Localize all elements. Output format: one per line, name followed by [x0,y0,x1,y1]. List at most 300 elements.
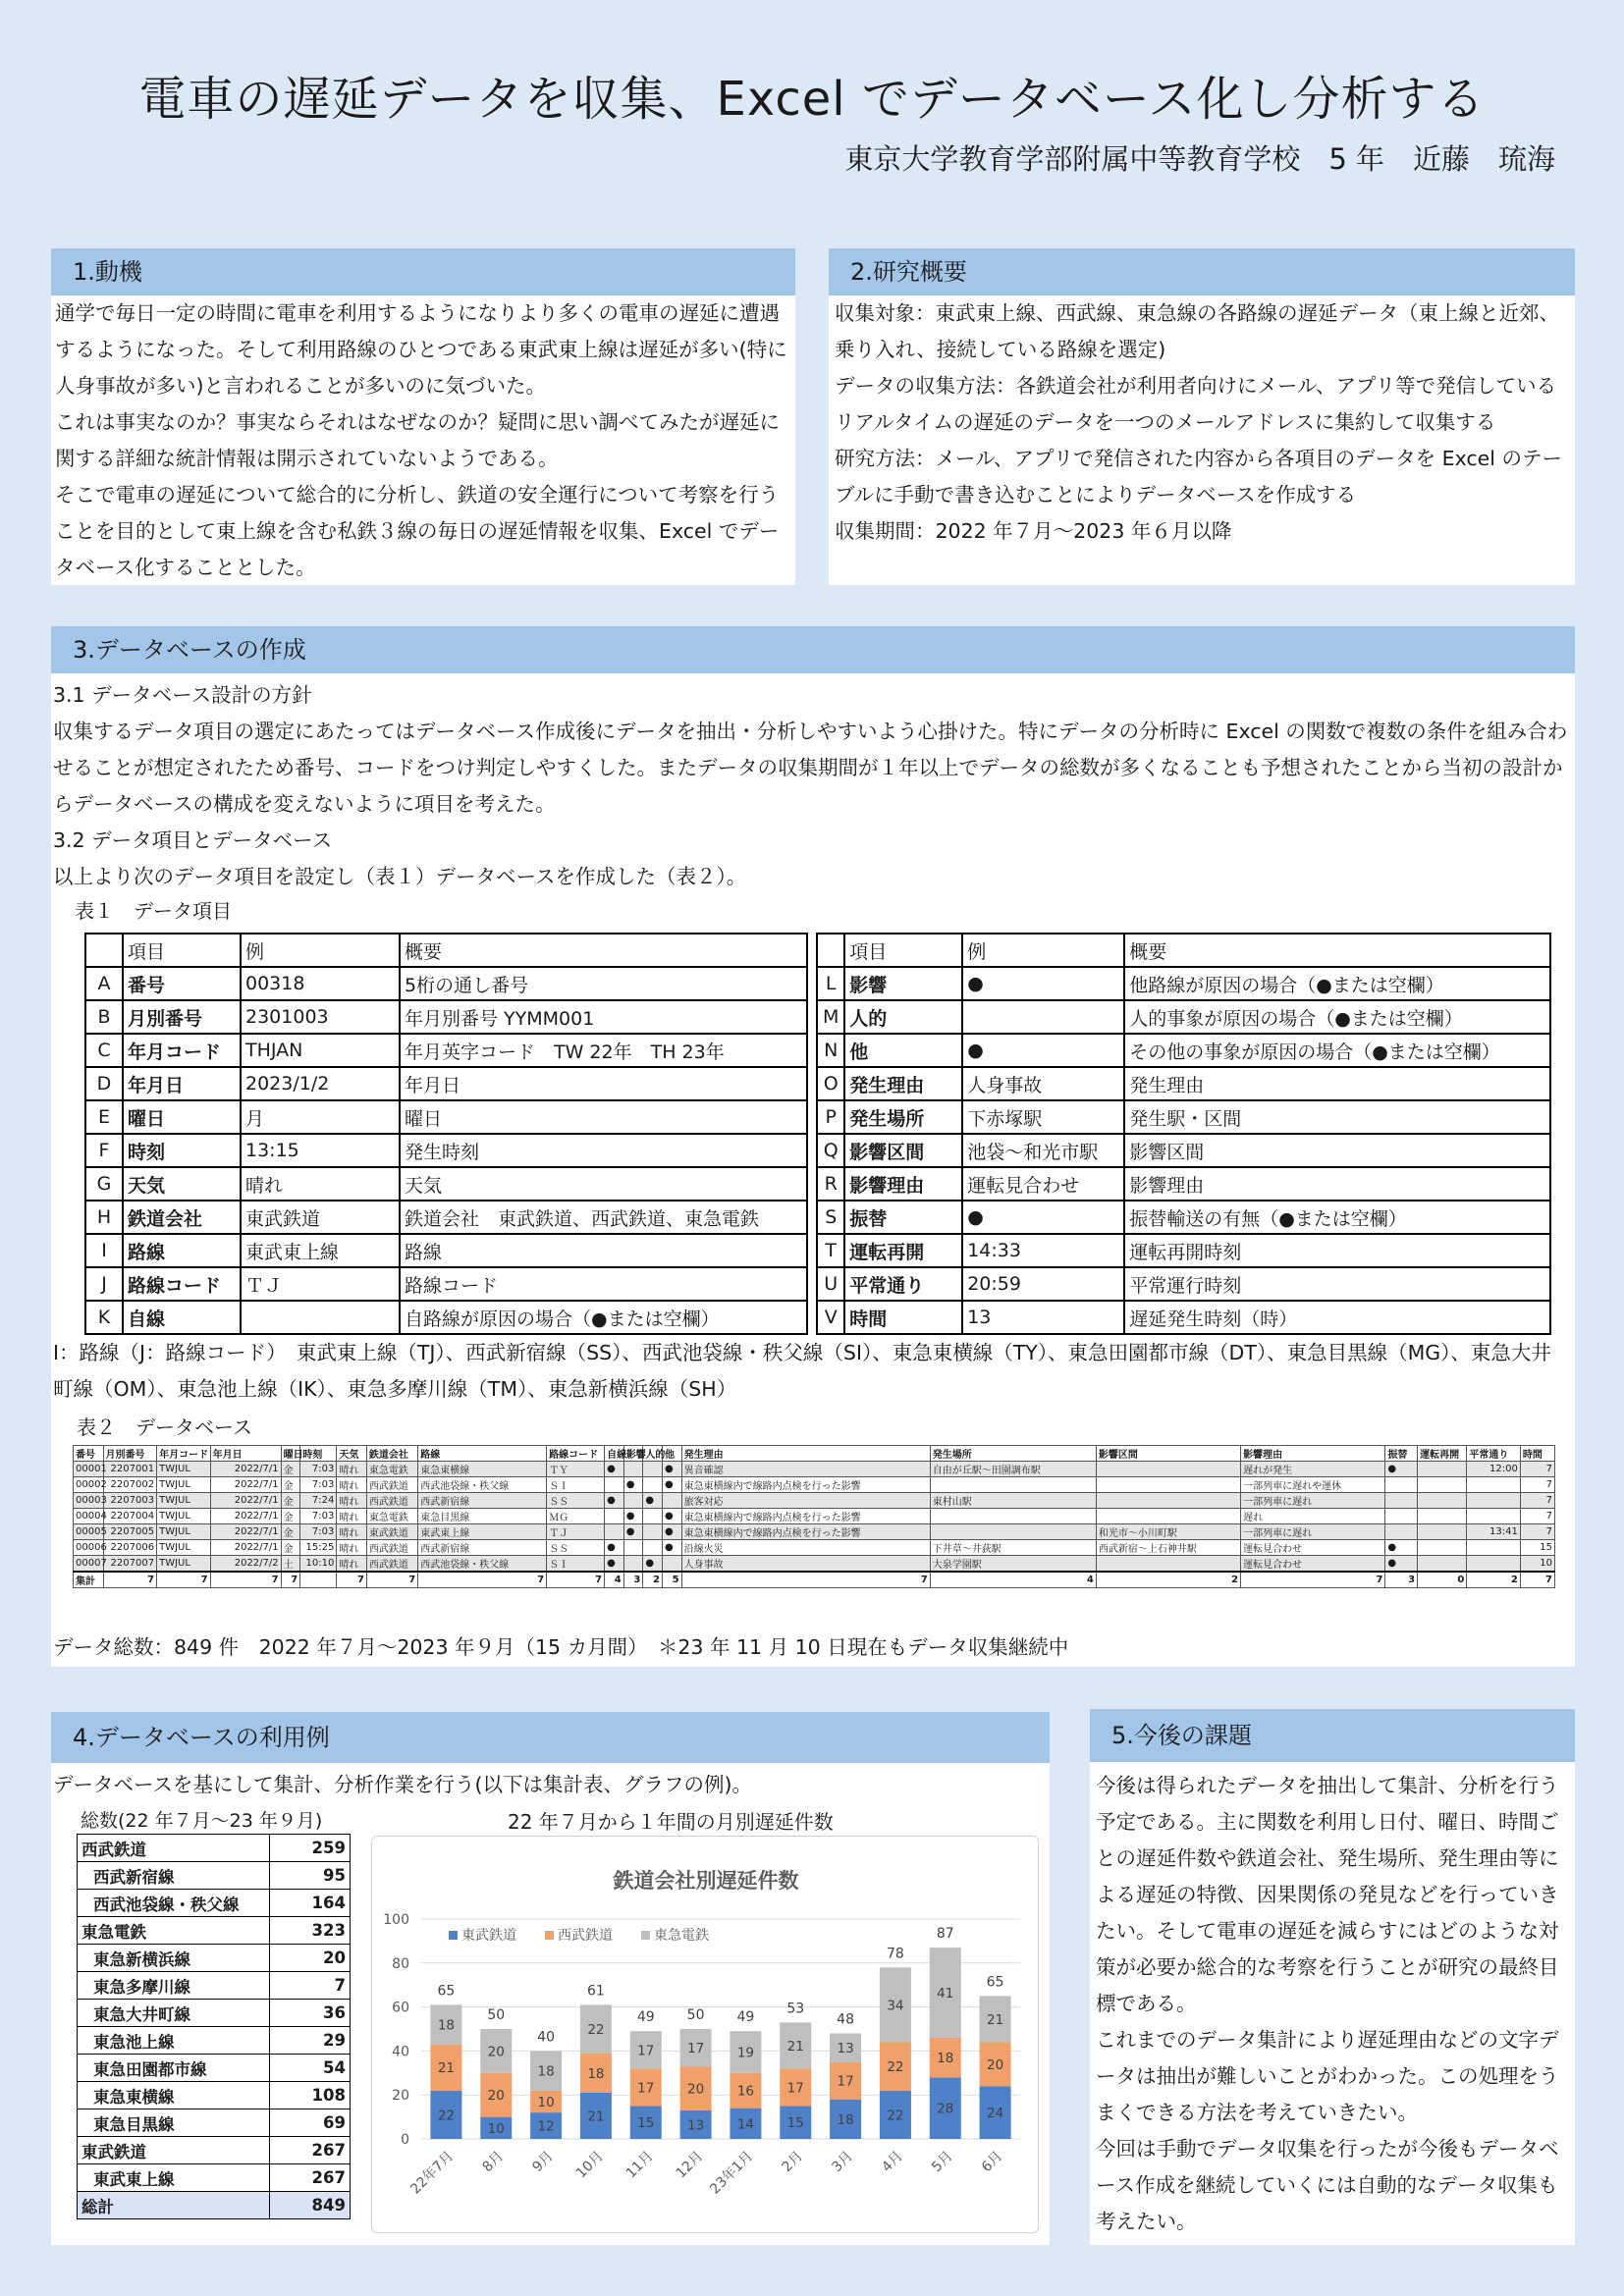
y-tick-label: 40 [392,2044,409,2060]
table-cell: Q [817,1134,844,1167]
paragraph: データの収集方法：各鉄道会社が利用者向けにメール、アプリ等で発信しているリアルタイムの遅延のデータを一つのメールアドレスに集約して収集する [835,374,1557,434]
header-cell: 振替 [1385,1446,1418,1462]
table-cell: 2022/7/1 [210,1462,281,1477]
table-cell: 西武鉄道 [366,1493,417,1509]
table-cell: 影響区間 [1124,1134,1550,1167]
table-cell: 曜日 [400,1100,807,1134]
totals-name: 総計 [78,2192,270,2219]
paragraph: これは事実なのか？事実ならそれはなぜなのか？疑問に思い調べてみたが遅延に関する詳細な統計情報は開示されていないようである。 [55,410,780,470]
table-cell: ● [605,1556,624,1573]
table-cell: N [817,1034,844,1067]
table-cell: 運転見合わせ [1241,1556,1385,1573]
table-cell: R [817,1167,844,1201]
paragraph: 研究方法：メール、アプリで発信された内容から各項目のデータを Excel のテーブルに手動で書き込むことによりデータベースを作成する [835,447,1562,507]
table-cell: 金 [281,1540,300,1556]
gap-cell [807,1000,817,1034]
data-label: 14 [736,2116,755,2133]
gap-cell [807,934,817,967]
table-cell: 西武池袋線・秩父線 [418,1556,547,1573]
table-cell: 東急目黒線 [418,1509,547,1524]
totals-name: 西武鉄道 [78,1835,270,1862]
table-cell: 天気 [123,1167,241,1201]
table-cell: 2207003 [103,1493,157,1509]
data-label: 22 [437,2108,456,2124]
paragraph: そこで電車の遅延について総合的に分析し、鉄道の安全運行について考察を行うことを目的として東上線を含む私鉄３線の毎日の遅延情報を収集、Excel でデータベース化することとした。 [55,483,780,579]
header-cell: 時刻 [300,1446,337,1462]
table-cell: 時間 [844,1301,962,1334]
table-cell: 運転再開時刻 [1124,1234,1550,1267]
header-cell: 路線 [418,1446,547,1462]
table-cell: 00006 [74,1540,104,1556]
table-cell: 東武鉄道 [366,1524,417,1540]
table-cell: TWJUL [157,1556,211,1573]
table-cell: 00002 [74,1477,104,1493]
table-cell: 旅客対応 [681,1493,930,1509]
table-cell: 西武新宿線 [418,1540,547,1556]
table-cell [1467,1556,1521,1573]
table-cell: 2022/7/2 [210,1556,281,1573]
table-cell: 晴れ [337,1524,367,1540]
table-cell: 西武新宿～上石神井駅 [1096,1540,1240,1556]
totals-name: 東急大井町線 [78,2000,270,2027]
table-cell: 路線コード [123,1267,241,1301]
table-cell: 東急東横線内で線路内点検を行った影響 [681,1524,930,1540]
section-heading: 4.データベースの利用例 [51,1712,1050,1763]
header-cell: 平常通り [1467,1446,1521,1462]
table-cell: 月 [241,1100,400,1134]
total-label: 65 [437,1983,456,2000]
header-cell: 概要 [1124,934,1550,967]
table-cell: ● [623,1477,643,1493]
table-cell: 2022/7/1 [210,1509,281,1524]
total-cell: 7 [1520,1572,1554,1588]
table-cell [1418,1462,1467,1477]
table-cell: 2022/7/1 [210,1540,281,1556]
table-cell: 晴れ [337,1556,367,1573]
table-cell: 影響理由 [1124,1167,1550,1201]
table-cell: M [817,1000,844,1034]
table-cell: 2022/7/1 [210,1524,281,1540]
table-cell: 大泉学園駅 [930,1556,1096,1573]
table-cell: ● [662,1462,681,1477]
table-cell [643,1540,663,1556]
header-cell: 時間 [1520,1446,1554,1462]
data-label: 13 [837,2041,854,2057]
table-cell [930,1509,1096,1524]
table-cell: D [85,1067,123,1100]
table-cell [605,1477,624,1493]
subheading: 3.2 データ項目とデータベース [53,828,333,852]
table-cell: I [85,1234,123,1267]
table-cell [662,1493,681,1509]
table-cell: 異音確認 [681,1462,930,1477]
data-label: 21 [587,2109,605,2125]
table-cell [1096,1556,1240,1573]
table-cell: 路線 [123,1234,241,1267]
table-cell: 東急東横線内で線路内点検を行った影響 [681,1509,930,1524]
x-tick-label: 3月 [829,2148,856,2176]
table-cell: ● [1385,1462,1418,1477]
motivation-panel [51,248,795,585]
x-tick-label: 2月 [779,2148,807,2176]
table1-row [85,1234,1550,1267]
table-cell [1385,1509,1418,1524]
table2-row [74,1540,1555,1556]
totals-value: 164 [270,1890,351,1917]
table-cell: ＳＳ [547,1540,605,1556]
table-cell: 土 [281,1556,300,1573]
totals-name: 東武東上線 [78,2164,270,2192]
future-panel [1090,1709,1575,2245]
total-cell: 7 [157,1572,211,1588]
total-cell: 0 [1418,1572,1467,1588]
table-cell: 13:41 [1467,1524,1521,1540]
table2-row [74,1477,1555,1493]
total-label: 48 [837,2011,854,2028]
header-cell: 概要 [400,934,807,967]
total-label: 49 [636,2009,655,2026]
totals-name: 東急新横浜線 [78,1945,270,1972]
section-heading: 5.今後の課題 [1090,1709,1575,1762]
paragraph: 通学で毎日一定の時間に電車を利用するようになりより多くの電車の遅延に遭遇するようになった。そして利用路線のひとつである東武東上線は遅延が多い(特に人身事故が多い)と言われることが多いのに気づいた。 [55,301,787,398]
table-cell: 影響理由 [844,1167,962,1201]
usage-intro: データベースを基にして集計、分析作業を行う(以下は集計表、グラフの例)。 [53,1773,752,1796]
table-cell: TWJUL [157,1509,211,1524]
table-cell: 年月日 [400,1067,807,1100]
chart-caption: 22 年７月から１年間の月別遅延件数 [508,1810,834,1834]
table-cell: 年月日 [123,1067,241,1100]
paragraph: これまでのデータ集計により遅延理由などの文字データは抽出が難しいことがわかった。この処理をうまくできる方法を考えていきたい。 [1096,2028,1559,2124]
table-cell: U [817,1267,844,1301]
table-cell: F [85,1134,123,1167]
header-cell: 項目 [844,934,962,967]
table-cell: 遅延発生時刻（時） [1124,1301,1550,1334]
x-tick-label: 10月 [572,2148,607,2182]
table-cell: ● [623,1509,643,1524]
data-label: 20 [487,2044,505,2060]
legend-label: 東急電鉄 [654,1928,709,1944]
table-cell: 天気 [400,1167,807,1201]
table-cell: 東急電鉄 [366,1509,417,1524]
table-cell: 5桁の通し番号 [400,967,807,1000]
table-cell [623,1462,643,1477]
table-cell: 2023/1/2 [241,1067,400,1100]
table-cell [1418,1524,1467,1540]
section-heading: 3.データベースの作成 [51,626,1575,673]
table-cell: C [85,1034,123,1067]
table-cell [1385,1524,1418,1540]
header-cell: 影響 [623,1446,643,1462]
table-cell [643,1462,663,1477]
table-cell [1096,1477,1240,1493]
gap-cell [807,1267,817,1301]
section-heading: 1.動機 [51,248,795,295]
totals-value: 95 [270,1862,351,1890]
table-cell: 2207006 [103,1540,157,1556]
legend-swatch [545,1931,554,1940]
table-cell: ● [605,1462,624,1477]
header-cell [817,934,844,967]
table-cell: ● [662,1509,681,1524]
subheading: 3.1 データベース設計の方針 [53,683,312,707]
table-cell [1467,1540,1521,1556]
totals-row [78,1972,351,2000]
table-cell: 他 [844,1034,962,1067]
totals-value: 69 [270,2109,351,2137]
totals-table [77,1834,351,2219]
table-cell [643,1524,663,1540]
table-cell: 00004 [74,1509,104,1524]
table1-row [85,1167,1550,1201]
table-cell [962,1000,1124,1034]
table-cell [1096,1509,1240,1524]
table-cell [1385,1477,1418,1493]
database-panel [51,626,1575,1667]
table-cell: 発生理由 [1124,1067,1550,1100]
table-cell: 一部列車に遅れ [1241,1493,1385,1509]
table-cell: 晴れ [337,1509,367,1524]
table-cell: 人身事故 [962,1067,1124,1100]
table-cell: 東武鉄道 [241,1201,400,1234]
total-cell: 7 [366,1572,417,1588]
table-cell: 東急電鉄 [366,1462,417,1477]
gap-cell [807,1134,817,1167]
table-cell: ＭＧ [547,1509,605,1524]
totals-caption: 総数(22 年７月～23 年９月) [81,1810,323,1832]
paragraph: 収集するデータ項目の選定にあたってはデータベース作成後にデータを抽出・分析しやすいよう心掛けた。特にデータの分析時に Excel の関数で複数の条件を組み合わせることが想定されたため番号、コードをつけ判定しやすくした。またデータの収集期間が１年以上でデータの総数が多くなることも予想されたことから当初の設計からデータベースの構成を変えないように項目を考えた。 [53,720,1568,816]
header-cell: 月別番号 [103,1446,157,1462]
total-label: 49 [736,2009,755,2026]
table-cell: 遅れが発生 [1241,1462,1385,1477]
table-cell: S [817,1201,844,1234]
totals-name: 東急池上線 [78,2027,270,2055]
table-cell: 2022/7/1 [210,1477,281,1493]
data-total-note: データ総数：849 件 2022 年７月～2023 年９月（15 カ月間） ＊23 年 11 月 10 日現在もデータ収集継続中 [53,1635,1069,1659]
x-tick-label: 23年1月 [707,2148,757,2198]
x-tick-label: 9月 [529,2148,557,2176]
header-cell: 自線 [605,1446,624,1462]
table-cell: A [85,967,123,1000]
table2-caption: 表２ データベース [77,1415,252,1439]
table-cell: 7:24 [300,1493,337,1509]
table-cell: 年月英字コード TW 22年 TH 23年 [400,1034,807,1067]
table-cell: 7 [1520,1493,1554,1509]
table-cell: 15:25 [300,1540,337,1556]
table-cell [605,1524,624,1540]
gap-cell [807,1034,817,1067]
table-cell: ＴＪ [241,1267,400,1301]
total-cell: 7 [210,1572,281,1588]
totals-row [78,1945,351,1972]
table1-row [85,1134,1550,1167]
table-cell: TWJUL [157,1493,211,1509]
header-cell: 影響区間 [1096,1446,1240,1462]
table-cell: ● [662,1477,681,1493]
x-tick-label: 22年7月 [407,2148,458,2198]
gap-cell [807,1067,817,1100]
table-cell: 00007 [74,1556,104,1573]
table-cell: 2207001 [103,1462,157,1477]
legend-swatch [641,1931,650,1940]
table-cell: 東村山駅 [930,1493,1096,1509]
data-label: 17 [837,2073,854,2090]
table2-row [74,1462,1555,1477]
totals-name: 西武池袋線・秩父線 [78,1890,270,1917]
totals-row [78,2000,351,2027]
table-cell: 自線 [123,1301,241,1334]
legend-swatch [449,1931,458,1940]
total-cell: 7 [681,1572,930,1588]
table2-row [74,1524,1555,1540]
gap-cell [807,1100,817,1134]
table-cell: ● [1385,1540,1418,1556]
table-cell: 年月コード [123,1034,241,1067]
total-cell: 集計 [74,1572,104,1588]
gap-cell [807,1167,817,1201]
table-cell: V [817,1301,844,1334]
future-text [1096,1768,1569,2240]
total-cell: 2 [643,1572,663,1588]
data-label: 20 [487,2088,505,2105]
table1-row [85,967,1550,1000]
legend-label: 西武鉄道 [558,1928,613,1944]
table-cell: 2207007 [103,1556,157,1573]
data-label: 15 [786,2115,804,2132]
data-label: 17 [637,2080,655,2097]
totals-value: 267 [270,2137,351,2164]
table-cell: T [817,1234,844,1267]
table-cell: 発生場所 [844,1100,962,1134]
overview-text [835,295,1566,550]
table-cell: 西武新宿線 [418,1493,547,1509]
table-cell [930,1477,1096,1493]
table-cell: 影響 [844,967,962,1000]
table-cell: 2301003 [241,1000,400,1034]
data-label: 18 [937,2051,954,2067]
table2-row [74,1556,1555,1573]
table-cell: 発生時刻 [400,1134,807,1167]
chart-container [371,1836,1039,2233]
table-cell: 人的 [844,1000,962,1034]
table-cell: 東急東横線内で線路内点検を行った影響 [681,1477,930,1493]
data-label: 34 [887,1998,904,2014]
table-cell: 00318 [241,967,400,1000]
table-cell: 運転再開 [844,1234,962,1267]
data-label: 24 [986,2106,1004,2122]
table-cell: 金 [281,1524,300,1540]
chart-title: 鉄道会社別遅延件数 [613,1869,799,1893]
table-cell: TWJUL [157,1462,211,1477]
data-label: 28 [937,2101,954,2117]
total-cell: 7 [103,1572,157,1588]
table-cell: 平常運行時刻 [1124,1267,1550,1301]
table-cell: 13 [962,1301,1124,1334]
header-cell: 番号 [74,1446,104,1462]
total-cell: 7 [337,1572,367,1588]
table-cell: 東武東上線 [418,1524,547,1540]
totals-row [78,2082,351,2109]
table1-row [85,1201,1550,1234]
table-cell: 時刻 [123,1134,241,1167]
data-label: 18 [437,2017,456,2034]
totals-value: 7 [270,1972,351,2000]
table-cell [605,1509,624,1524]
paragraph: 収集期間：2022 年７月～2023 年６月以降 [835,519,1232,543]
table-cell: 12:00 [1467,1462,1521,1477]
total-cell: 4 [930,1572,1096,1588]
y-tick-label: 0 [401,2132,409,2148]
totals-value: 29 [270,2027,351,2055]
table1-caption: 表１ データ項目 [75,899,232,923]
total-cell: 5 [662,1572,681,1588]
table-cell [662,1556,681,1573]
data-label: 41 [937,1986,954,2002]
table-cell: 7:03 [300,1524,337,1540]
table-cell: 14:33 [962,1234,1124,1267]
table-cell [643,1477,663,1493]
table-cell: 西武池袋線・秩父線 [418,1477,547,1493]
table-cell: H [85,1201,123,1234]
table-cell: 路線コード [400,1267,807,1301]
totals-row [78,1890,351,1917]
table-cell: 他路線が原因の場合（●または空欄） [1124,967,1550,1000]
header-cell: 天気 [337,1446,367,1462]
data-label: 22 [887,2059,904,2076]
totals-value: 259 [270,1835,351,1862]
database-text [53,677,1570,895]
totals-name: 東急田園都市線 [78,2055,270,2082]
total-cell: 2 [1096,1572,1240,1588]
table-cell: 曜日 [123,1100,241,1134]
table-cell: 沿線火災 [681,1540,930,1556]
table-cell: ● [962,967,1124,1000]
table-cell: 10:10 [300,1556,337,1573]
table-cell: K [85,1301,123,1334]
total-cell: 2 [1467,1572,1521,1588]
table-cell: 発生理由 [844,1067,962,1100]
paragraph: 今後は得られたデータを抽出して集計、分析を行う予定である。主に関数を利用し日付、曜日、時間ごとの遅延件数や鉄道会社、発生場所、発生理由等による遅延の特徴、因果関係の発見などを行っていきたい。そして電車の遅延を減らすにはどのような対策が必要か総合的な考察を行うことが研究の最終目標である。 [1096,1774,1559,2015]
header-cell: 発生理由 [681,1446,930,1462]
table-cell [1385,1493,1418,1509]
table-cell: 2207004 [103,1509,157,1524]
table-cell: 2207005 [103,1524,157,1540]
table2-row [74,1493,1555,1509]
table-cell: ＴＪ [547,1524,605,1540]
table1-row [85,1301,1550,1334]
legend-label: 東武鉄道 [461,1928,516,1944]
y-tick-label: 100 [383,1912,409,1928]
usage-panel [51,1712,1050,2245]
header-cell: 項目 [123,934,241,967]
table-cell: ＳＩ [547,1556,605,1573]
table-cell [1418,1493,1467,1509]
x-tick-label: 6月 [978,2148,1006,2176]
x-tick-label: 4月 [879,2148,906,2176]
poster-title: 電車の遅延データを収集、Excel でデータベース化し分析する [138,72,1486,127]
delay-bar-chart [372,1837,1040,2234]
table-cell: J [85,1267,123,1301]
table-cell: 人身事故 [681,1556,930,1573]
totals-row [78,2137,351,2164]
database-table [73,1445,1555,1588]
table-cell: 影響区間 [844,1134,962,1167]
table-cell: 7 [1520,1509,1554,1524]
data-label: 18 [537,2063,555,2080]
table-cell [1096,1493,1240,1509]
header-cell: 人的 [643,1446,663,1462]
table2-total-row [74,1572,1555,1588]
table-cell: 10 [1520,1556,1554,1573]
